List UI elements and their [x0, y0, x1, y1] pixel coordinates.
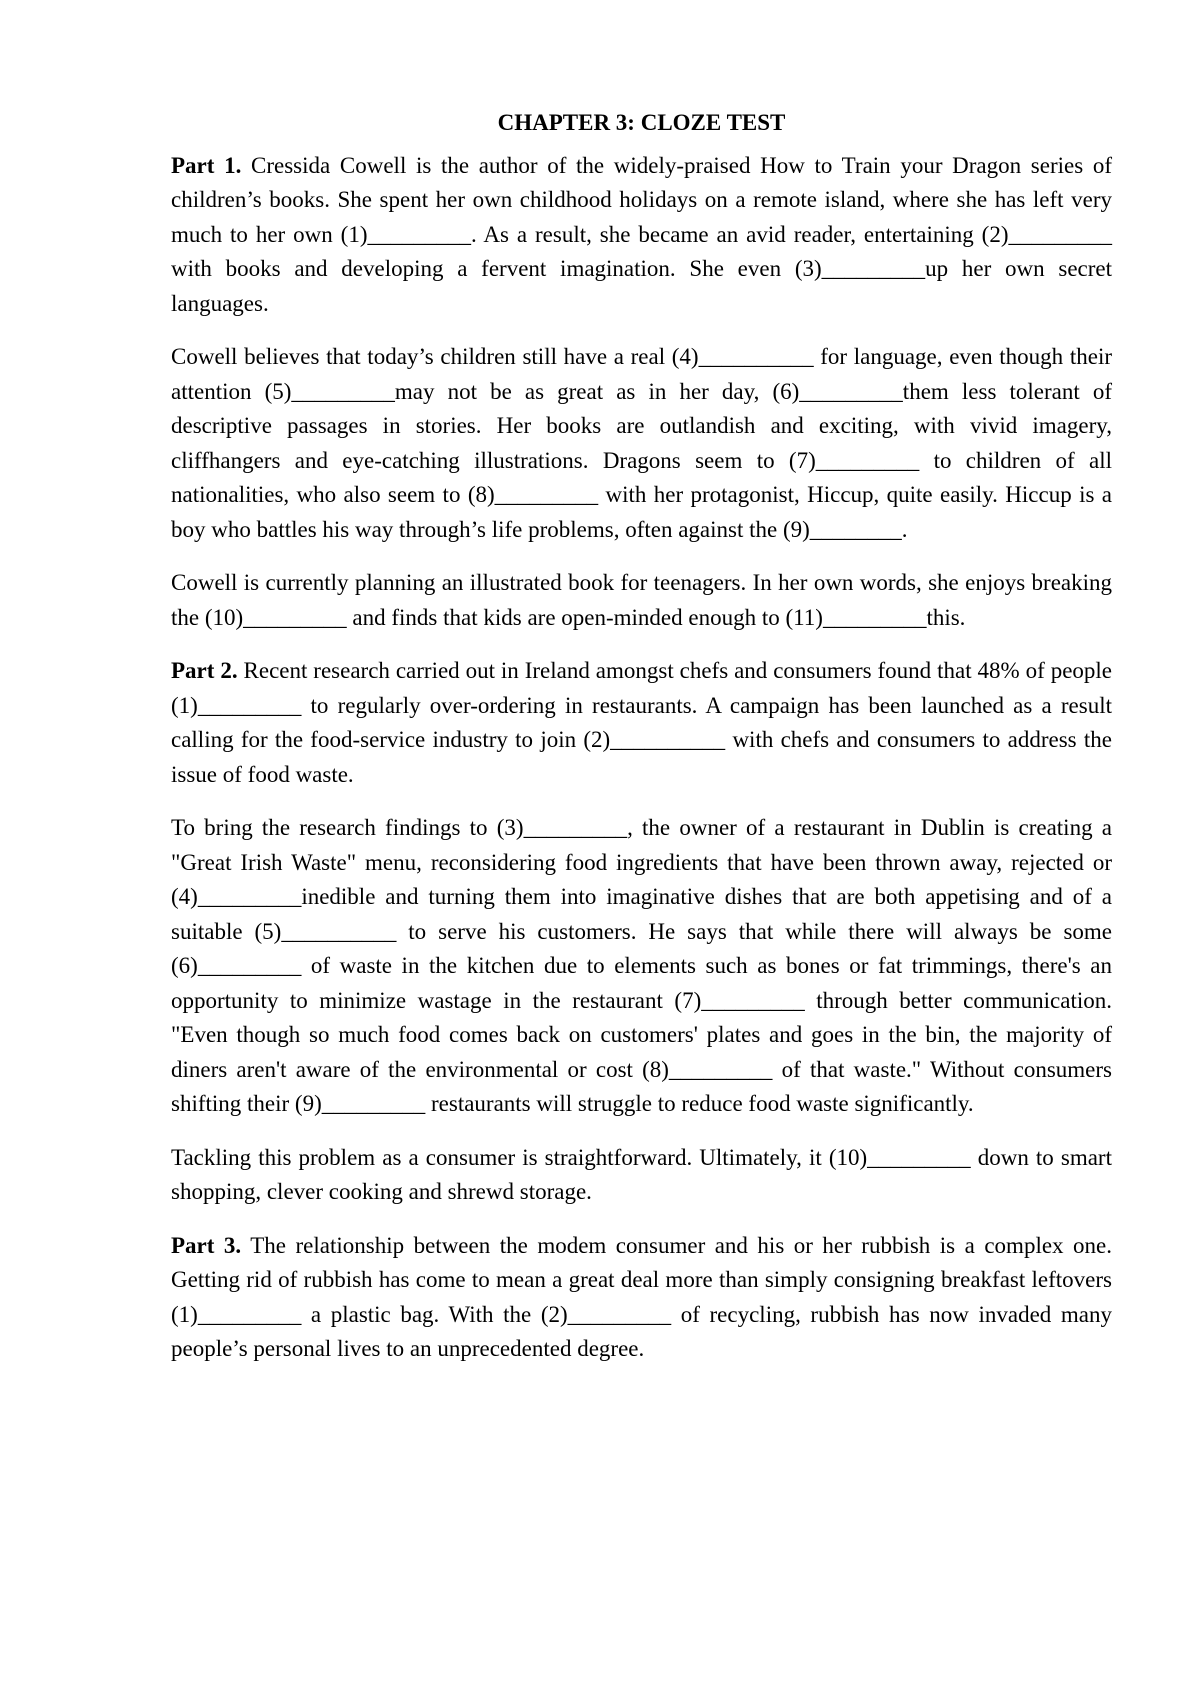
paragraph-text: Cowell believes that today’s children still have a real (4)__________ for language, even though their attention (5)_________may not be as great as in her day, (6)_________them less tolerant of descriptive passages in stories. Her books are outlandish and exciting, with vivid imagery, cliffhangers and eye-catching illustrations. Dragons seem to (7)_________ to children of all nationalities, who also seem to (8)_________ with her protagonist, Hiccup, quite easily. Hiccup is a boy who battles his way through’s life problems, often against the (9)________.: [171, 344, 1112, 542]
part-1-paragraph-3: [171, 566, 1112, 635]
paragraph-text: Cowell is currently planning an illustrated book for teenagers. In her own words, she enjoys breaking the (10)_________ and finds that kids are open-minded enough to (11)_________this.: [171, 570, 1112, 630]
part-1-paragraph-1: [171, 149, 1112, 322]
part-2-paragraph-2: [171, 811, 1112, 1122]
document-title: CHAPTER 3: CLOZE TEST: [497, 110, 786, 135]
paragraph-text: To bring the research findings to (3)_________, the owner of a restaurant in Dublin is creating a "Great Irish Waste" menu, reconsidering food ingredients that have been thrown away, rejected or (4)_________inedible and turning them into imaginative dishes that are both appetising and of a suitable (5)__________ to serve his customers. He says that while there will always be some (6)_________ of waste in the kitchen due to elements such as bones or fat trimmings, there's an opportunity to minimize wastage in the restaurant (7)_________ through better communication. "Even though so much food comes back on customers' plates and goes in the bin, the majority of diners aren't aware of the environmental or cost (8)_________ of that waste." Without consumers shifting their (9)_________ restaurants will struggle to reduce food waste significantly.: [171, 815, 1112, 1116]
part-2-paragraph-1: [171, 654, 1112, 792]
part-label: Part 1.: [171, 152, 242, 178]
paragraph-text: The relationship between the modem consumer and his or her rubbish is a complex one. Getting rid of rubbish has come to mean a great deal more than simply consigning breakfast leftovers (1)_________ a plastic bag. With the (2)_________ of recycling, rubbish has now invaded many people’s personal lives to an unprecedented degree.: [171, 1232, 1112, 1361]
paragraph-text: Cressida Cowell is the author of the widely-praised How to Train your Dragon series of children’s books. She spent her own childhood holidays on a remote island, where she has left very much to her own (1)_________. As a result, she became an avid reader, entertaining (2)_________ with books and developing a fervent imagination. She even (3)_________up her own secret languages.: [171, 152, 1112, 316]
part-3-paragraph-1: [171, 1229, 1112, 1367]
part-label: Part 2.: [171, 658, 238, 683]
paragraph-text: Tackling this problem as a consumer is straightforward. Ultimately, it (10)_________ down to smart shopping, clever cooking and shrewd storage.: [171, 1144, 1112, 1204]
part-1-paragraph-2: [171, 340, 1112, 547]
part-2-paragraph-3: [171, 1141, 1112, 1210]
paragraph-text: Recent research carried out in Ireland amongst chefs and consumers found that 48% of people (1)_________ to regularly over-ordering in restaurants. A campaign has been launched as a result calling for the food-service industry to join (2)__________ with chefs and consumers to address the issue of food waste.: [171, 658, 1112, 787]
part-label: Part 3.: [171, 1232, 242, 1258]
document-page: [171, 106, 1112, 1386]
